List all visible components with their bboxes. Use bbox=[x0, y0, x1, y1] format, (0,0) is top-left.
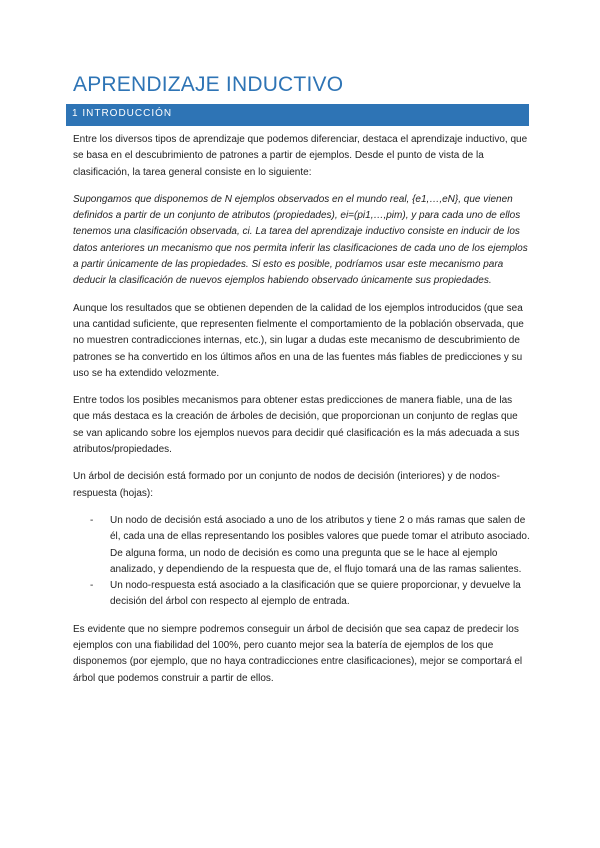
paragraph-quality: Aunque los resultados que se obtienen dependen de la calidad de los ejemplos introducidos (que sea una cantidad suficiente, que representen fielmente el comportamiento de la población observada, que no muestren contradicciones internas, etc.), sin lugar a dudas este mecanismo de descubrimiento de patrones se ha convertido en los últimos años en una de las fuentes más fiables de predicciones y su uso se ha extendido velozmente. bbox=[73, 302, 524, 379]
document-body bbox=[73, 132, 531, 698]
list-item-text: Un nodo de decisión está asociado a uno de los atributos y tiene 2 o más ramas que salen de él, cada una de ellas representando los posibles valores que puede tomar el atributo asociado. De alguna forma, un nodo de decisión es como una pregunta que se le hace al ejemplo analizado, y dependiendo de la respuesta que de, el flujo tomará una de las ramas salientes. bbox=[110, 514, 530, 575]
paragraph-definition: Supongamos que disponemos de N ejemplos observados en el mundo real, {e1,…,eN}, que vienen definidos a partir de un conjunto de atributos (propiedades), ei=(pi1,…,pim), y para cada uno de ellos tenemos una clasificación observada, ci. La tarea del aprendizaje inductivo consiste en inducir de los datos anteriores un mecanismo que nos permita inferir las clasificaciones de cada uno de los ejemplos a partir únicamente de las propiedades. Si esto es posible, podríamos usar este mecanismo para deducir la clasificación de nuevos ejemplos habiendo observado únicamente sus propiedades. bbox=[73, 193, 528, 287]
list-item bbox=[73, 578, 531, 611]
bullet-dash: - bbox=[90, 580, 94, 592]
section-title: 1 INTRODUCCIÓN bbox=[72, 108, 173, 119]
paragraph-decision-trees: Entre todos los posibles mecanismos para obtener estas predicciones de manera fiable, una de las que más destaca es la creación de árboles de decisión, que proporcionan un conjunto de reglas que se van aplicando sobre los ejemplos nuevos para decidir qué clasificación es la más adecuada a sus atributos/propiedades. bbox=[73, 395, 520, 456]
paragraph-intro: Entre los diversos tipos de aprendizaje que podemos diferenciar, destaca el aprendizaje inductivo, que se basa en el descubrimiento de patrones a partir de ejemplos. Desde el punto de vista de la clasificación, la tarea general consiste en lo siguiente: bbox=[73, 134, 528, 178]
bullet-dash: - bbox=[90, 514, 94, 526]
section-header-bar bbox=[66, 104, 529, 126]
node-types-list bbox=[73, 513, 531, 611]
document-title: APRENDIZAJE INDUCTIVO bbox=[73, 73, 344, 96]
paragraph-conclusion: Es evidente que no siempre podremos conseguir un árbol de decisión que sea capaz de predecir los ejemplos con una fiabilidad del 100%, pero cuanto mejor sea la batería de ejemplos de los que disponemos (por ejemplo, que no haya contradicciones entre clasificaciones), mejor se comportará el árbol que podemos construir a partir de ellos. bbox=[73, 623, 523, 684]
paragraph-tree-structure: Un árbol de decisión está formado por un conjunto de nodos de decisión (interiores) y de nodos-respuesta (hojas): bbox=[73, 471, 500, 499]
list-item bbox=[73, 513, 531, 578]
list-item-text: Un nodo-respuesta está asociado a la clasificación que se quiere proporcionar, y devuelve la decisión del árbol con respecto al ejemplo de entrada. bbox=[110, 580, 521, 608]
